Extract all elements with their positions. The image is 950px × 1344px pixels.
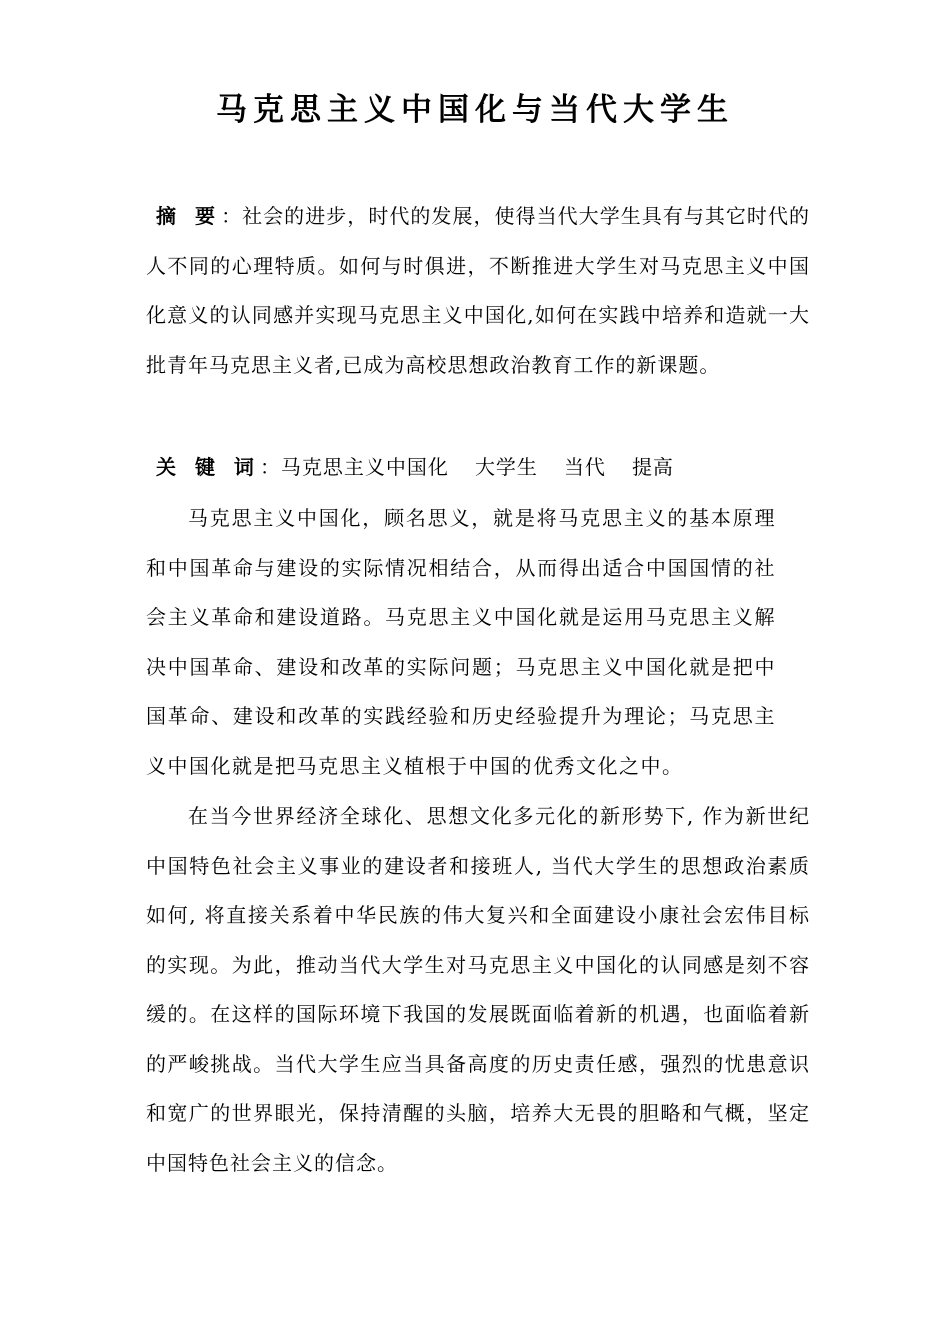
keyword-item: 提高 — [631, 455, 674, 479]
document-title: 马克思主义中国化与当代大学生 — [216, 92, 734, 128]
body-paragraph-2: 在当今世界经济全球化、思想文化多元化的新形势下, 作为新世纪中国特色社会主义事业的建设者和接班人, 当代大学生的思想政治素质如何, 将直接关系着中华民族的伟大复兴和全面建设小康社会宏伟目标的实现。为此，推动当代大学生对马克思主义中国化的认同感是刻不容缓的。在这样的国际环境下我国的发展既面临着新的机遇，也面临着新的严峻挑战。当代大学生应当具备高度的历史责任感，强烈的忧患意识和宽广的世界眼光，保持清醒的头脑，培养大无畏的胆略和气概，坚定中国特色社会主义的信念。 — [146, 804, 810, 1175]
keyword-item: ：马克思主义中国化 — [259, 455, 449, 479]
keyword-item: 当代 — [563, 455, 606, 479]
abstract-label: 摘 要 — [156, 204, 222, 228]
keywords-section — [146, 443, 810, 493]
body-paragraph-1: 马克思主义中国化，顾名思义，就是将马克思主义的基本原理和中国革命与建设的实际情况相结合，从而得出适合中国国情的社会主义革命和建设道路。马克思主义中国化就是运用马克思主义解决中国革命、建设和改革的实际问题；马克思主义中国化就是把中国革命、建设和改革的实践经验和历史经验提升为理论；马克思主义中国化就是把马克思主义植根于中国的优秀文化之中。 — [146, 506, 776, 778]
keywords-label: 关 键 词 — [156, 455, 260, 479]
abstract-text: ：社会的进步，时代的发展，使得当代大学生具有与其它时代的人不同的心理特质。如何与时俱进，不断推进大学生对马克思主义中国化意义的认同感并实现马克思主义中国化,如何在实践中培养和造就一大批青年马克思主义者,已成为高校思想政治教育工作的新课题。 — [146, 204, 811, 377]
keyword-item: 大学生 — [474, 455, 538, 479]
abstract-section — [146, 192, 810, 390]
